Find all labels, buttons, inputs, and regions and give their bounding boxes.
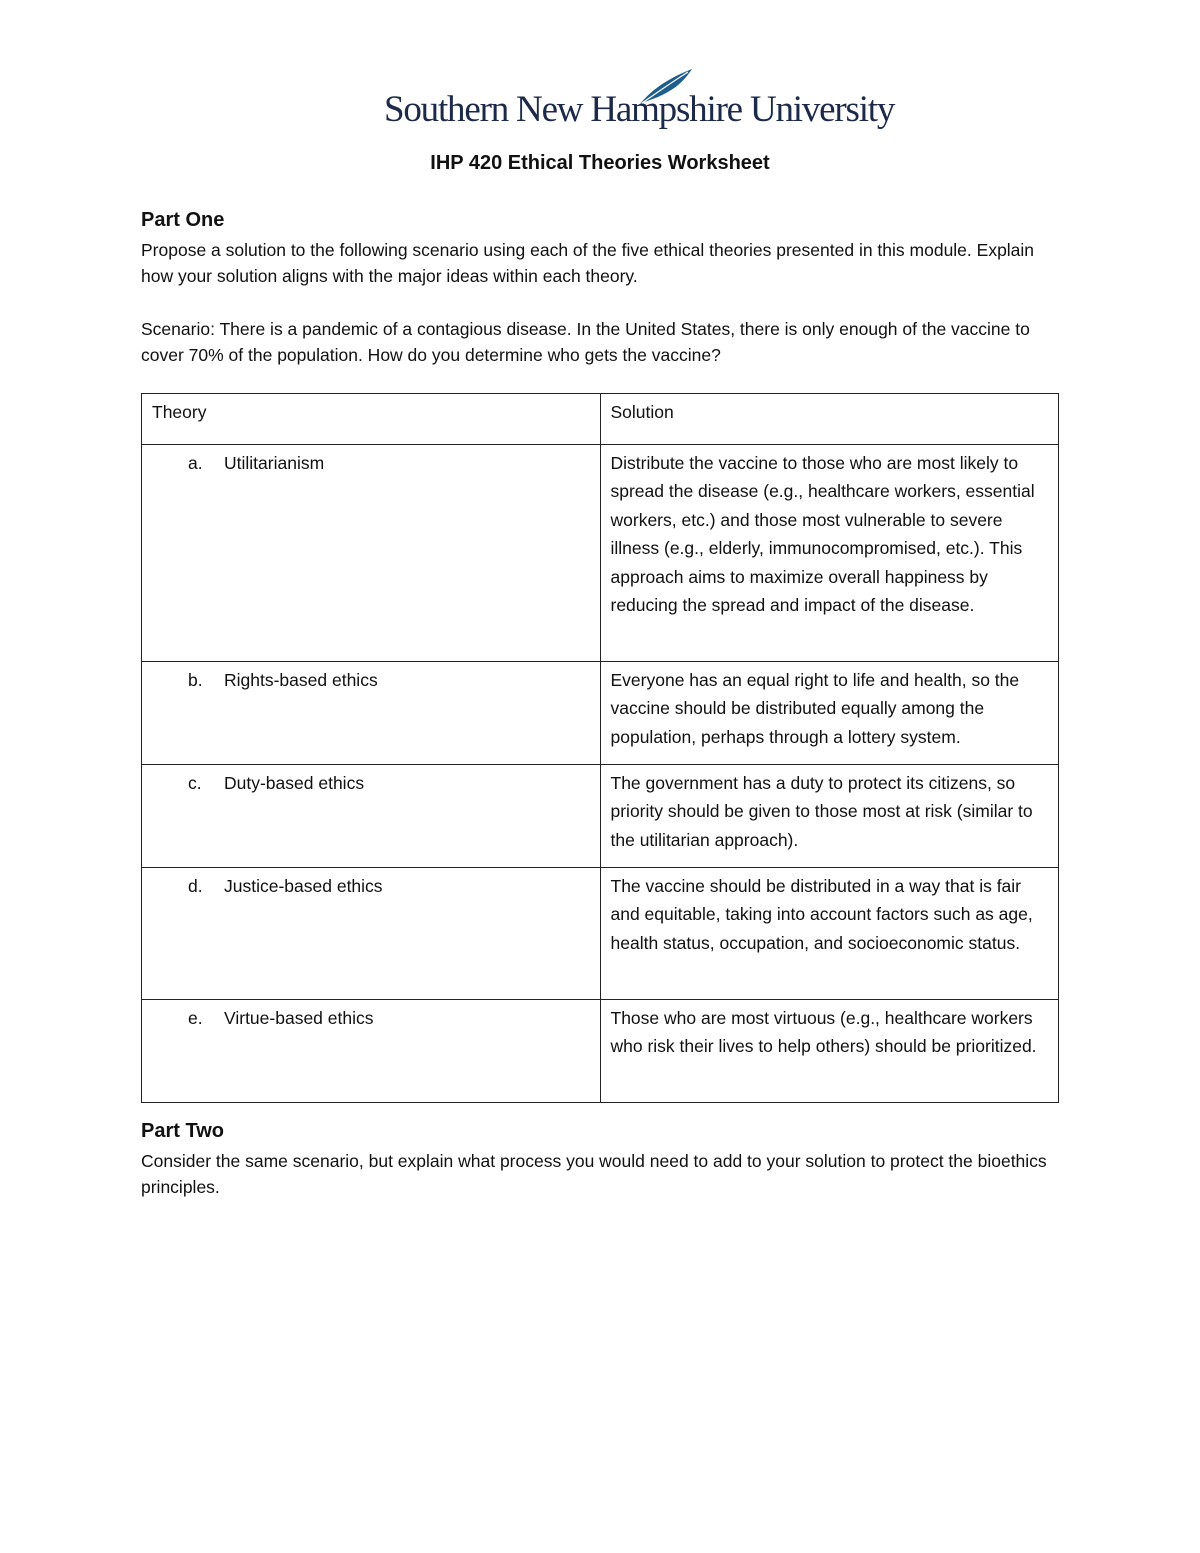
table-row bbox=[142, 662, 1059, 765]
table-row bbox=[142, 1000, 1059, 1103]
theory-list-marker: c. bbox=[188, 773, 202, 793]
theory-list-item bbox=[152, 666, 590, 694]
scenario-text: Scenario: There is a pandemic of a contagious disease. In the United States, there is only enough of the vaccine to cover 70% of the population. How do you determine who gets the vaccine? bbox=[141, 319, 1030, 365]
worksheet-title: IHP 420 Ethical Theories Worksheet bbox=[430, 152, 770, 174]
theory-cell bbox=[142, 445, 601, 662]
theory-list-marker: e. bbox=[188, 1008, 203, 1028]
theories-table bbox=[141, 393, 1059, 1103]
table-row bbox=[142, 445, 1059, 662]
university-logo-text: Southern New Hampshire University bbox=[384, 89, 895, 130]
theory-name: Virtue-based ethics bbox=[224, 1008, 374, 1028]
theory-list-marker: b. bbox=[188, 670, 203, 690]
theory-list-item bbox=[152, 449, 590, 477]
part-two-instructions: Consider the same scenario, but explain what process you would need to add to your solution to protect the bioethics principles. bbox=[141, 1151, 1047, 1197]
theory-cell bbox=[142, 765, 601, 868]
solution-cell: The government has a duty to protect its citizens, so priority should be given to those most at risk (similar to the utilitarian approach). bbox=[600, 765, 1059, 868]
theory-column-header: Theory bbox=[142, 394, 601, 445]
theory-cell bbox=[142, 1000, 601, 1103]
theory-name: Rights-based ethics bbox=[224, 670, 378, 690]
theory-list-item bbox=[152, 1004, 590, 1032]
theory-name: Duty-based ethics bbox=[224, 773, 365, 793]
theory-name: Justice-based ethics bbox=[224, 876, 383, 896]
part-one-instructions: Propose a solution to the following scenario using each of the five ethical theories presented in this module. Explain how your solution aligns with the major ideas within each theory. bbox=[141, 240, 1035, 286]
theory-list-marker: a. bbox=[188, 453, 203, 473]
solution-column-header: Solution bbox=[600, 394, 1059, 445]
table-row bbox=[142, 868, 1059, 1000]
theory-cell bbox=[142, 662, 601, 765]
solution-cell: Everyone has an equal right to life and health, so the vaccine should be distributed equally among the population, perhaps through a lottery system. bbox=[600, 662, 1059, 765]
theory-list-item bbox=[152, 769, 590, 797]
theory-name: Utilitarianism bbox=[224, 453, 325, 473]
theory-list-marker: d. bbox=[188, 876, 203, 896]
table-row bbox=[142, 765, 1059, 868]
table-header-row bbox=[142, 394, 1059, 445]
theory-cell bbox=[142, 868, 601, 1000]
university-logo bbox=[384, 66, 895, 138]
solution-cell: Distribute the vaccine to those who are most likely to spread the disease (e.g., healthcare workers, essential workers, etc.) and those most vulnerable to severe illness (e.g., elderly, immunocompromised, etc.). This approach aims to maximize overall happiness by reducing the spread and impact of the disease. bbox=[600, 445, 1059, 662]
part-one-heading: Part One bbox=[141, 209, 225, 231]
part-two-heading: Part Two bbox=[141, 1120, 224, 1142]
theory-list-item bbox=[152, 872, 590, 900]
feather-icon bbox=[636, 66, 696, 106]
solution-cell: Those who are most virtuous (e.g., healthcare workers who risk their lives to help others) should be prioritized. bbox=[600, 1000, 1059, 1103]
solution-cell: The vaccine should be distributed in a way that is fair and equitable, taking into account factors such as age, health status, occupation, and socioeconomic status. bbox=[600, 868, 1059, 1000]
